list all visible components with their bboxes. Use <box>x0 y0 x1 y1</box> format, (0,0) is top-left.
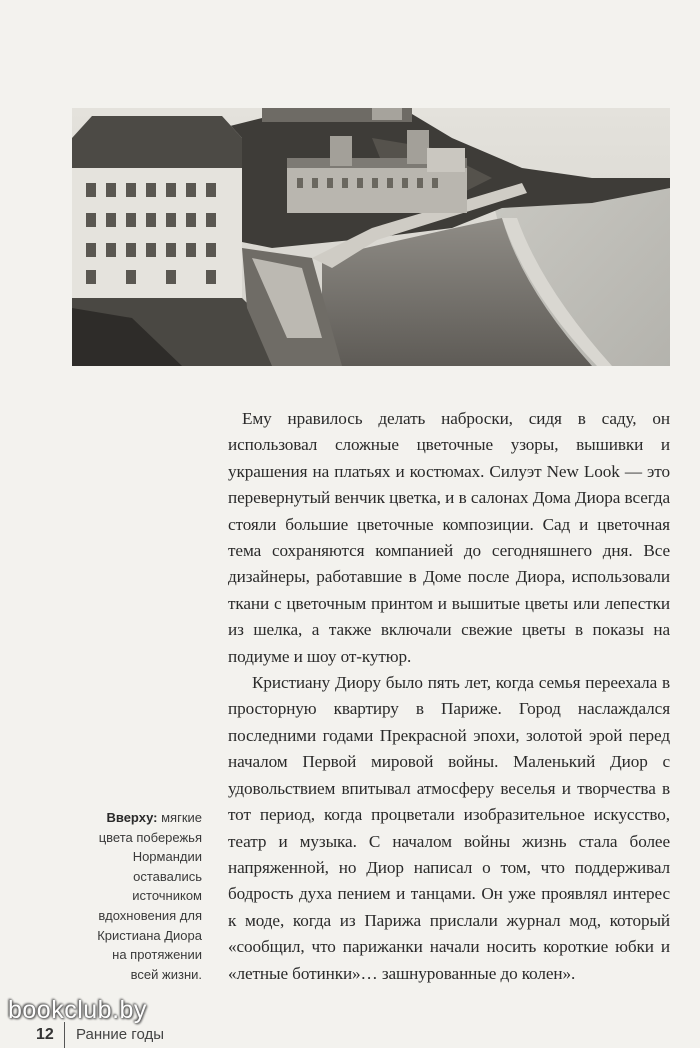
caption-text: мягкие цвета побережья Нормандии оставались источником вдохновения для Кристиана Диора на протяжении всей жизни. <box>97 810 202 982</box>
coast-photo <box>72 108 670 366</box>
paragraph-2: Кристиану Диору было пять лет, когда семья переехала в просторную квартиру в Париже. Город наслаждался последними годами Прекрасной эпохи, золотой эрой перед началом Первой мировой войны. Маленький Диор с удовольствием впитывал атмосферу веселья и творчества в тот период, когда процветали изобразительное искусство, театр и музыка. С началом войны жизнь стала более напряженной, но Диор написал о том, что поддерживал бодрость духа пением и танцами. Он уже проявлял интерес к моде, когда из Парижа прислали журнал мод, который «сообщил, что парижанки начали носить короткие юбки и «летные ботинки»… зашнурованные до колен». <box>228 673 670 983</box>
page-number: 12 <box>36 1026 54 1043</box>
coast-photo-image <box>72 108 670 366</box>
footer-divider <box>64 1022 65 1048</box>
paragraph-1: Ему нравилось делать наброски, сидя в саду, он использовал сложные цветочные узоры, вышивки и украшения на платьях и костюмах. Силуэт New Look — это перевернутый венчик цветка, и в салонах Дома Диора всегда стояли большие цветочные композиции. Сад и цветочная тема сохраняются компанией до сегодняшнего дня. Все дизайнеры, работавшие в Доме после Диора, использовали ткани с цветочным принтом и вышитые цветы или лепестки из шелка, а также включали свежие цветы в показы на подиуме и шоу от-кутюр. <box>228 409 670 666</box>
main-text <box>228 406 670 987</box>
watermark: bookclub.by <box>8 996 147 1024</box>
photo-caption <box>82 808 202 984</box>
caption-label: Вверху: <box>106 810 158 825</box>
section-title: Ранние годы <box>76 1026 164 1043</box>
